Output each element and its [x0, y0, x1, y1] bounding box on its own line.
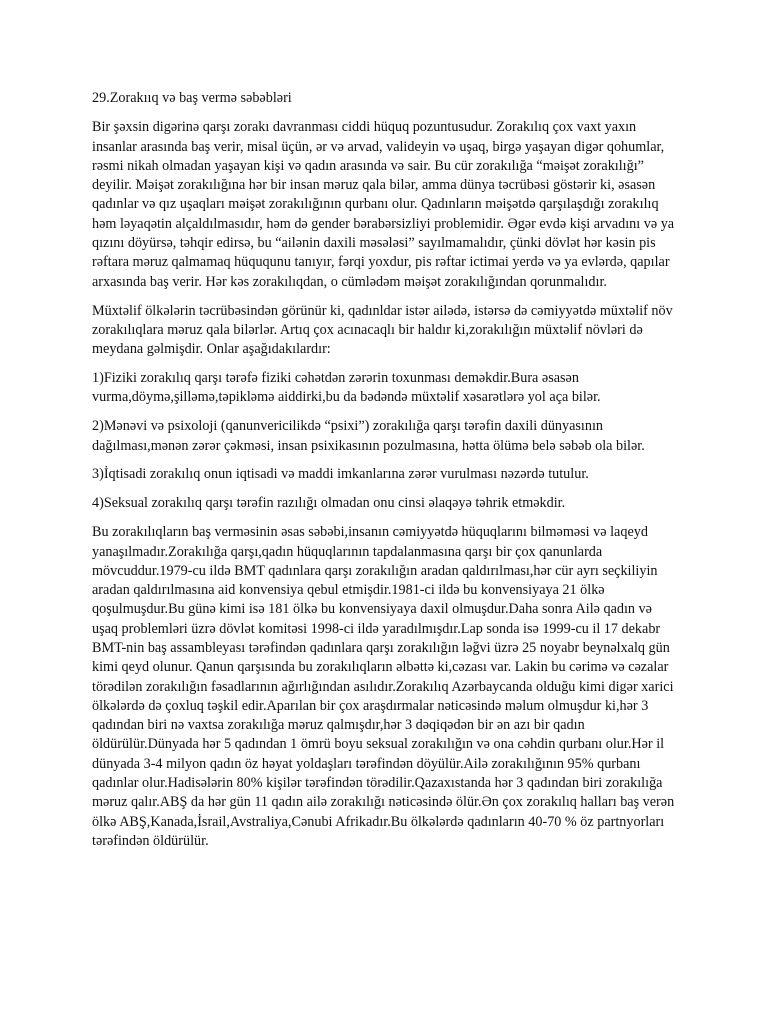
document-body	[92, 89, 680, 861]
document-title: 29.Zorakııq və baş vermə səbəbləri	[92, 90, 292, 106]
paragraph-physical-violence: 1)Fiziki zorakılıq qarşı tərəfə fiziki cəhətdən zərərin toxunması deməkdir.Bura əsasən vurma,döymə,şilləmə,təpikləmə aiddirki,bu da bədəndə müxtəlif xəsarətlərə yol aça bilər.	[92, 370, 601, 406]
paragraph-types-intro: Müxtəlif ölkələrin təcrübəsindən görünür ki, qadınldar istər ailədə, istərsə də cəmiyyətdə müxtəlif növ zorakılıqlara məruz qala bilərlər. Artıq çox acınacaqlı bir haldır ki,zorakılığın müxtəlif növləri də meydana gəlmişdir. Onlar aşağıdakılardır:	[92, 302, 673, 358]
paragraph-intro: Bir şəxsin digərinə qarşı zorakı davranması ciddi hüquq pozuntusudur. Zorakılıq çox vaxt yaxın insanlar arasında baş verir, misal üçün, ər və arvad, valideyin və uşaq, birgə yaşayan digər qohumlar, rəsmi nikah olmadan yaşayan kişi və qadın arasında və sair. Bu cür zorakılığa “məişət zorakılığı” deyilir. Məişət zorakılığına hər bir insan məruz qala bilər, amma dünya təcrübəsi göstərir ki, əsasən qadınlar və qız uşaqları məişət zorakılığının qurbanı olur. Qadınların məişətdə qarşılaşdığı zorakılıq həm ləyaqətin alçaldılmasıdır, həm də gender bərabərsizliyi problemidir. Əgər evdə kişi arvadını və ya qızını döyürsə, təhqir edirsə, bu “ailənin daxili məsələsi” sayılmamalıdır, çünki dövlət hər kəsin pis rəftara məruz qalmamaq hüququnu tanıyır, fərqi yoxdur, pis rəftar ictimai yerdə və ya evlərdə, qapılar arxasında baş verir. Hər kəs zorakılıqdan, o cümlədəm məişət zorakılığından qorunmalıdır.	[92, 119, 675, 290]
paragraph-causes-and-statistics: Bu zorakılıqların baş verməsinin əsas səbəbi,insanın cəmiyyətdə hüquqlarını bilməməsi və laqeyd yanaşılmadır.Zorakılığa qarşı,qadın hüquqlarının tapdalanmasına qarşı bir çox qanunlarda mövcuddur.1979-cu ildə BMT qadınlara qarşı zorakılığın aradan qaldırılması,hər cür ayrı seçkiliyin aradan qaldırılmasına aid konvensiya qebul etmişdir.1981-ci ildə bu konvensiyaya 21 ölkə qoşulmuşdur.Bu günə kimi isə 181 ölkə bu konvensiyaya daxil olmuşdur.Daha sonra Ailə qadın və uşaq problemləri üzrə dövlət komitəsi 1998-ci ildə yaradılmışdır.Lap sonda isə 1999-cu il 17 dekabr BMT-nin baş assambleyası tərəfindən qadınlara qarşı zorakılığın ləğvi üzrə 25 noyabr beynəlxalq gün kimi qeyd olunur. Qanun qarşısında bu zorakılıqların əlbəttə ki,cəzası var. Lakin bu cərimə və cəzalar törədilən zorakılığın fəsadlarının ağırlığından asılıdır.Zorakılıq Azərbaycanda olduğu kimi digər xarici ölkələrdə də çoxluq təşkil edir.Aparılan bir çox araşdırmalar nəticəsində məlum olmuşdur ki,hər 3 qadından biri nə vaxtsa zorakılığa məruz qalmışdır,hər 3 dəqiqədən bir ən azı bir qadın öldürülür.Dünyada hər 5 qadından 1 ömrü boyu seksual zorakılığın və ona cəhdin qurbanı olur.Hər il dünyada 3-4 milyon qadın öz həyat yoldaşları tərəfindən döyülür.Ailə zorakılığının 95% qurbanı qadınlar olur.Hadisələrin 80% kişilər tərəfindən törədilir.Qazaxıstanda hər 3 qadından biri zorakılığa məruz qalır.ABŞ da hər gün 11 qadın ailə zorakılığı nəticəsində ölür.Ən çox zorakılıq halları baş verən ölkə ABŞ,Kanada,İsrail,Avstraliya,Cənubi Afrikadır.Bu ölkələrdə qadınların 40-70 % öz partnyorları tərəfindən öldürülür.	[92, 524, 675, 849]
paragraph-psychological-violence: 2)Mənəvi və psixoloji (qanunvericilikdə “psixi”) zorakılığa qarşı tərəfin daxili dünyasının dağılması,mənən zərər çəkməsi, insan psixikasının pozulmasına, hətta ölümə belə səbəb ola bilər.	[92, 418, 645, 454]
paragraph-sexual-violence: 4)Seksual zorakılıq qarşı tərəfin razılığı olmadan onu cinsi əlaqəyə təhrik etməkdir.	[92, 495, 566, 512]
paragraph-economic-violence: 3)İqtisadi zorakılıq onun iqtisadi və maddi imkanlarına zərər vurulması nəzərdə tutulur.	[92, 466, 589, 483]
